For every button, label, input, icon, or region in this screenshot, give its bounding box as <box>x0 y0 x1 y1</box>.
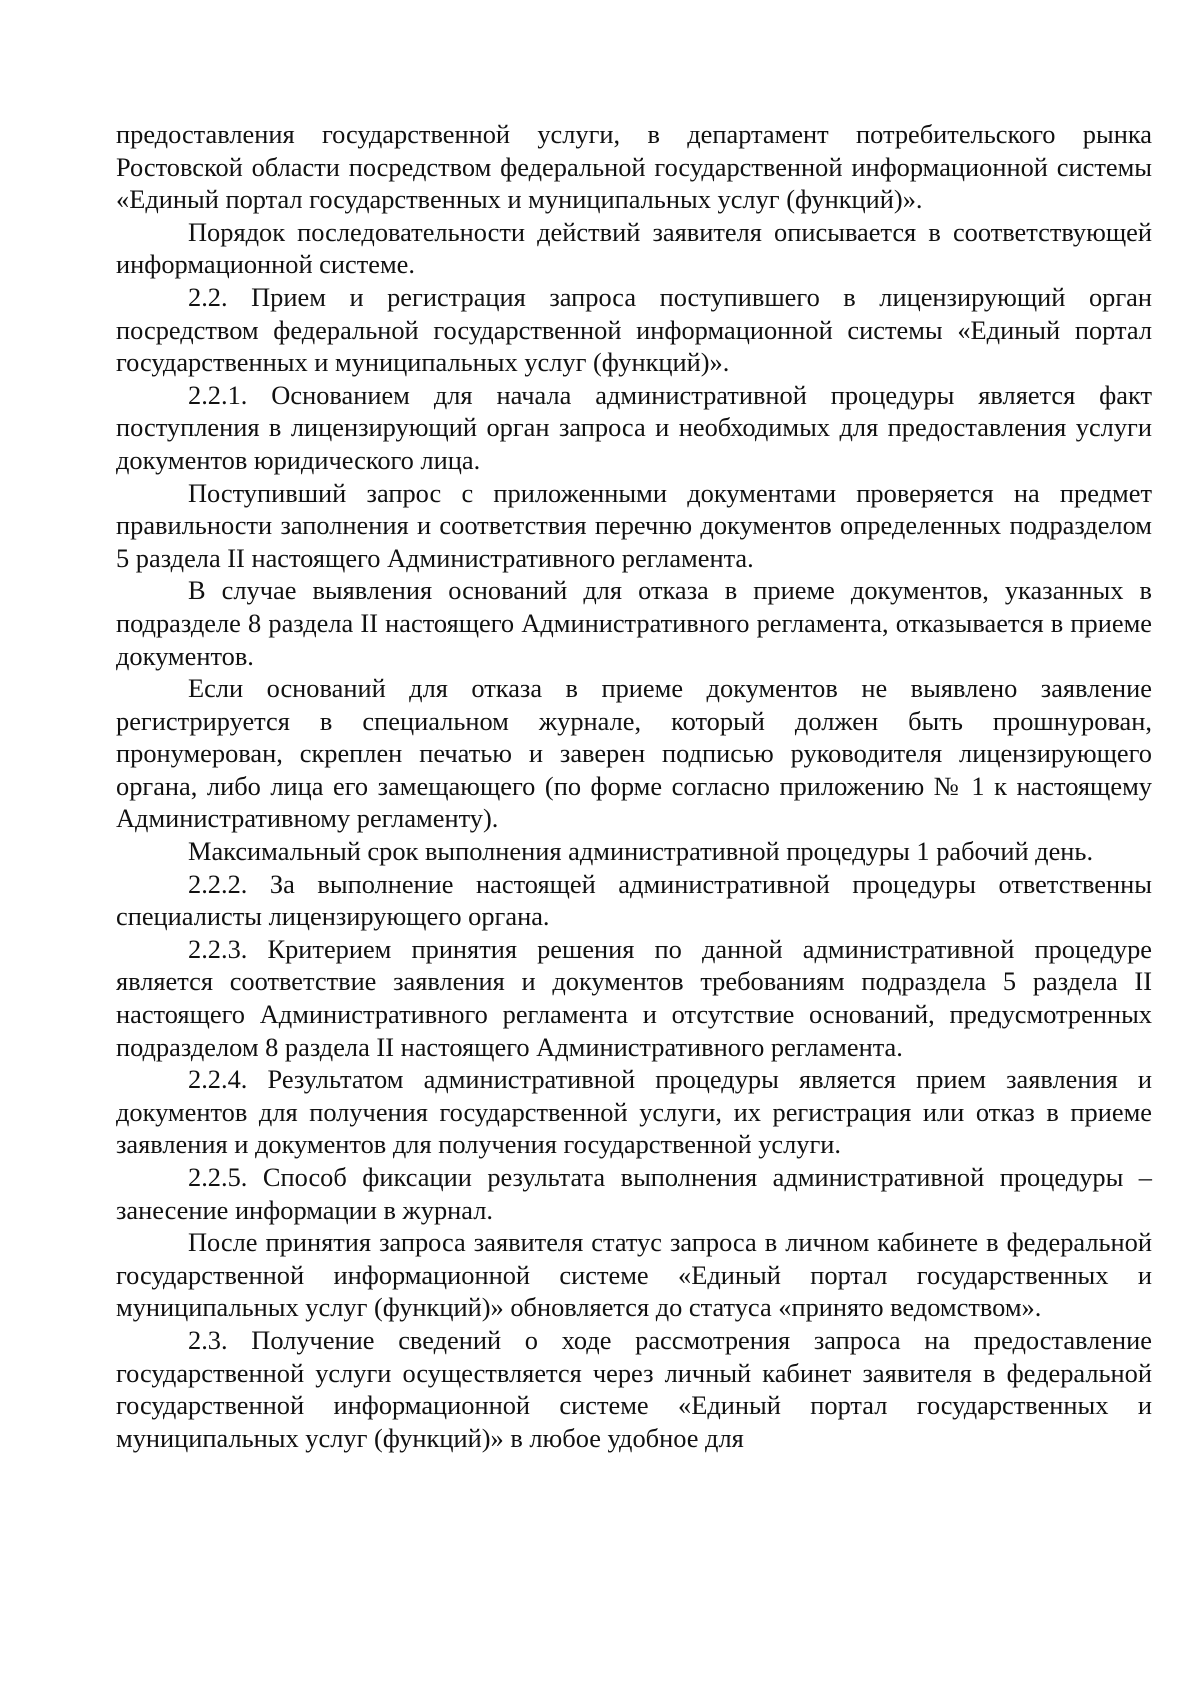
paragraph-2-2-5: 2.2.5. Способ фиксации результата выполнения административной процедуры – занесение информации в журнал. <box>116 1162 1152 1225</box>
paragraph-continuation: предоставления государственной услуги, в департамент потребительского рынка Ростовской области посредством федеральной государственной информационной системы «Единый портал государственных и муниципальных услуг (функций)». <box>116 119 1152 215</box>
paragraph-2-2: 2.2. Прием и регистрация запроса поступившего в лицензирующий орган посредством федеральной государственной информационной системы «Единый портал государственных и муниципальных услуг (функций)». <box>116 281 1152 378</box>
paragraph-status-update: После принятия запроса заявителя статус запроса в личном кабинете в федеральной государственной информационной системе «Единый портал государственных и муниципальных услуг (функций)» обновляется до статуса «принято ведомством». <box>116 1227 1152 1323</box>
paragraph-2-2-2: 2.2.2. За выполнение настоящей административной процедуры ответственны специалисты лицензирующего органа. <box>116 868 1152 932</box>
paragraph-2-2-3: 2.2.3. Критерием принятия решения по данной административной процедуре является соответствие заявления и документов требованиям подраздела 5 раздела II настоящего Административного регламента и отсутствие оснований, предусмотренных подразделом 8 раздела II настоящего Административного регламента. <box>116 933 1152 1062</box>
document-body <box>116 118 1152 1454</box>
paragraph-procedure-order: Порядок последовательности действий заявителя описывается в соответствующей информационной системе. <box>116 216 1152 280</box>
paragraph-2-2-4: 2.2.4. Результатом административной процедуры является прием заявления и документов для получения государственной услуги, их регистрация или отказ в приеме заявления и документов для получения государственной услуги. <box>116 1064 1152 1160</box>
paragraph-document-check: Поступивший запрос с приложенными документами проверяется на предмет правильности заполнения и соответствия перечню документов определенных подразделом 5 раздела II настоящего Административного регламента. <box>116 477 1152 573</box>
paragraph-2-3: 2.3. Получение сведений о ходе рассмотрения запроса на предоставление государственной услуги осуществляется через личный кабинет заявителя в федеральной государственной информационной системе «Единый портал государственных и муниципальных услуг (функций)» в любое удобное для <box>116 1324 1152 1453</box>
paragraph-refusal-grounds: В случае выявления оснований для отказа в приеме документов, указанных в подразделе 8 раздела II настоящего Административного регламента, отказывается в приеме документов. <box>116 575 1152 671</box>
paragraph-registration-journal: Если оснований для отказа в приеме документов не выявлено заявление регистрируется в специальном журнале, который должен быть прошнурован, пронумерован, скреплен печатью и заверен подписью руководителя лицензирующего органа, либо лица его замещающего (по форме согласно приложению № 1 к настоящему Административному регламенту). <box>116 673 1152 834</box>
paragraph-2-2-1: 2.2.1. Основанием для начала административной процедуры является факт поступления в лицензирующий орган запроса и необходимых для предоставления услуги документов юридического лица. <box>116 379 1152 475</box>
paragraph-max-term: Максимальный срок выполнения административной процедуры 1 рабочий день. <box>188 836 1094 867</box>
